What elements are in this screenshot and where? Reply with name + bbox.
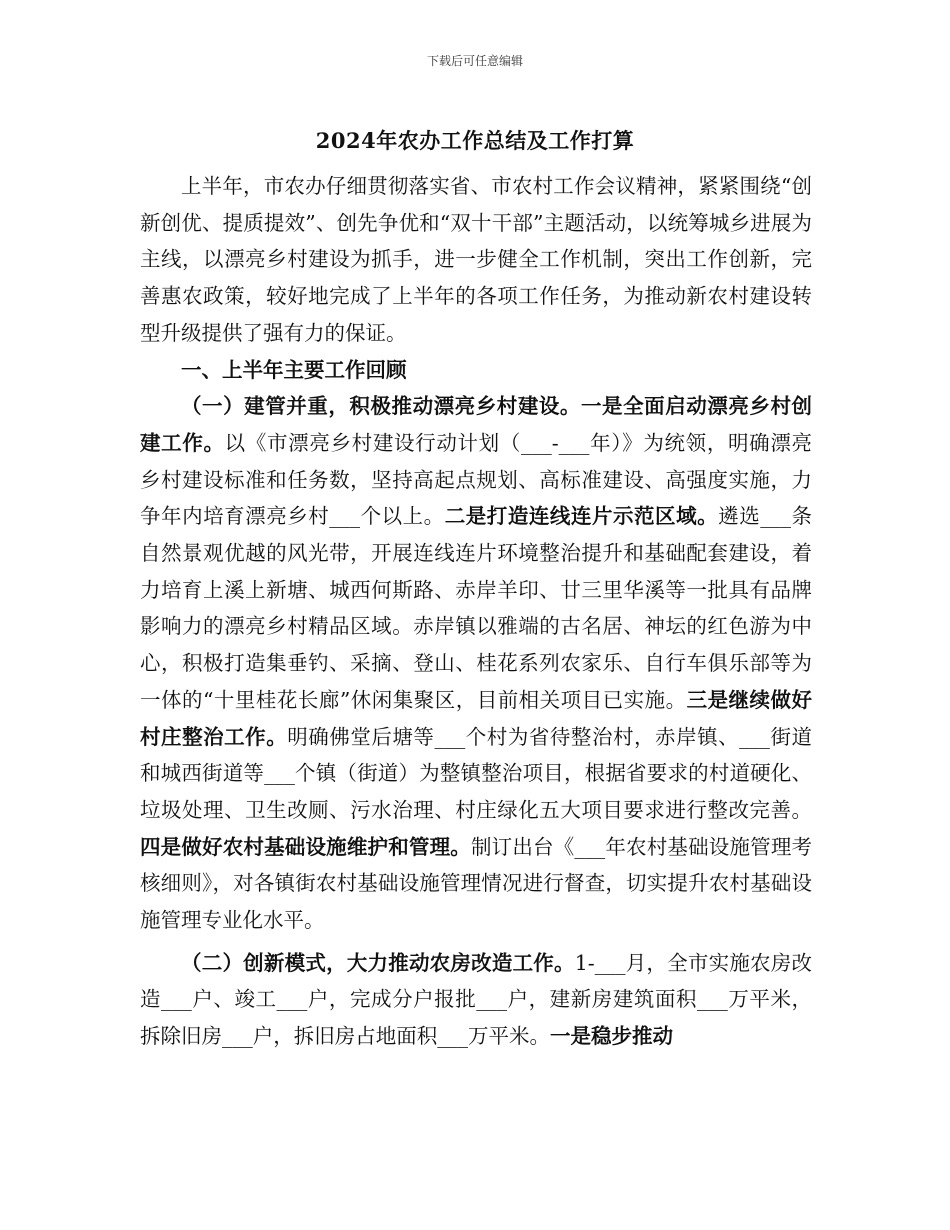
header-note: 下载后可任意编辑 bbox=[426, 54, 523, 68]
point-two-text: 遴选___条自然景观优越的风光带，开展连线连片环境整治提升和基础配套建设，着力培育上溪上新塘、城西何斯路、赤岸羊印、廿三里华溪等一批具有品牌影响力的漂亮乡村精品区域。赤岸镇以雅端的古名居、神坛的红色游为中心，积极打造集垂钓、采摘、登山、桂花系列农家乐、自行车俱乐部等为一体的“十里桂花长廊”休闲集聚区，目前相关项目已实施。 bbox=[140, 504, 813, 712]
point-two-heading: 二是打造连线连片示范区域。 bbox=[444, 504, 719, 529]
intro-paragraph: 上半年，市农办仔细贯彻落实省、市农村工作会议精神，紧紧围绕“创新创优、提质提效”、创先争优和“双十干部”主题活动，以统筹城乡进展为主线，以漂亮乡村建设为抓手，进一步健全工作机制，突出工作创新，完善惠农政策，较好地完成了上半年的各项工作任务，为推动新农村建设转型升级提供了强有力的保证。 bbox=[140, 174, 812, 345]
point-four-heading: 四是做好农村基础设施维护和管理。 bbox=[140, 834, 471, 859]
point-four-text: 制订出台《___年农村基础设施管理考核细则》，对各镇街农村基础设施管理情况进行督查，切实提升农村基础设施管理专业化水平。 bbox=[140, 834, 813, 933]
document-body bbox=[140, 168, 812, 1055]
paragraph-housing-renovation bbox=[140, 945, 812, 1055]
point-one-heading: 一是全面启动漂亮乡村创建工作。 bbox=[140, 394, 813, 455]
paragraph-rural-construction bbox=[140, 388, 812, 939]
paragraph-lead: （一）建管并重，积极推动漂亮乡村建设。 bbox=[181, 394, 581, 419]
housing-stats-text: 1-___月，全市实施农房改造___户、竣工___户，完成分户报批___户，建新房建筑面积___万平米，拆除旧房___户，拆旧房占地面积___万平米。 bbox=[140, 950, 812, 1049]
section-heading: 一、上半年主要工作回顾 bbox=[181, 357, 407, 382]
point-one-heading: 一是稳步推动 bbox=[550, 1024, 673, 1049]
paragraph-lead: （二）创新模式，大力推动农房改造工作。 bbox=[181, 950, 575, 975]
document-title: 2024年农办工作总结及工作打算 bbox=[315, 128, 635, 153]
point-three-heading: 三是继续做好村庄整治工作。 bbox=[140, 687, 813, 749]
point-three-text: 明确佛堂后塘等___个村为省待整治村，赤岸镇、___街道和城西街道等___个镇（街道）为整镇整治项目，根据省要求的村道硬化、垃圾处理、卫生改厕、污水治理、村庄绿化五大项目要求进行整改完善。 bbox=[140, 724, 812, 822]
point-one-text: 以《市漂亮乡村建设行动计划（___-___年）》为统领，明确漂亮乡村建设标准和任务数，坚持高起点规划、高标准建设、高强度实施，力争年内培育漂亮乡村___个以上。 bbox=[140, 430, 812, 529]
